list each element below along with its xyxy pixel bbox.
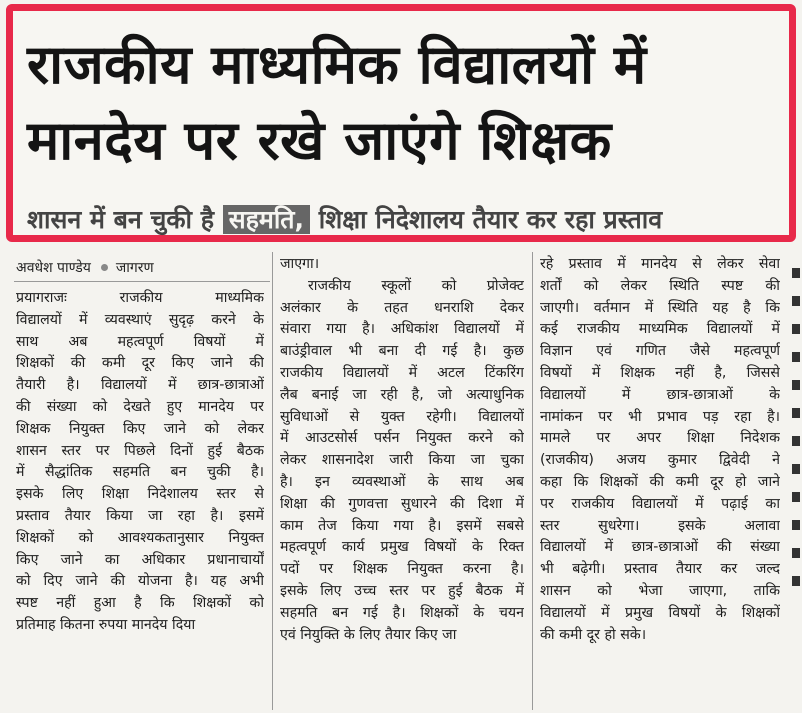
- article-line: की कमी दूर हो सके।: [540, 626, 647, 643]
- column-3: [540, 254, 780, 646]
- column-2: [280, 254, 524, 646]
- headline-line-1: राजकीय माध्यमिक विद्यालयों में: [27, 33, 647, 96]
- article-line: शर्तों को लेकर स्थिति स्पष्ट की: [540, 277, 780, 294]
- byline: [16, 258, 154, 277]
- headline-line-2: मानदेय पर रखे जाएंगे शिक्षक: [27, 109, 612, 172]
- article-line: विद्यालयों में प्रमुख विषयों के शिक्षकों: [540, 604, 780, 621]
- column-divider-1: [272, 252, 273, 710]
- article-line: राजकीय विद्यालयों में अटल टिंकरिंग: [280, 364, 524, 381]
- article-line: विषयों में शिक्षक नहीं है, जिससे: [540, 364, 780, 381]
- article-line: शिक्षक नियुक्त किए जाने को लेकर: [16, 420, 264, 437]
- article-line: (राजकीय) अजय कुमार द्विवेदी ने: [540, 452, 780, 469]
- article-line: है। इन व्यवस्थाओं के साथ अब: [280, 473, 524, 490]
- article-line: की संख्या को देखते हुए मानदेय पर: [16, 398, 264, 415]
- byline-dot: [101, 264, 108, 271]
- article-line: नामांकन पर भी प्रभाव पड़ रहा है।: [540, 408, 780, 425]
- subhead-after: शिक्षा निदेशालय तैयार कर रहा प्रस्ताव: [310, 205, 663, 234]
- article-line: भी बढ़ेगी। प्रस्ताव तैयार कर जल्द: [540, 561, 780, 578]
- article-line: अलंकार के तहत धनराशि देकर: [280, 299, 524, 316]
- article-line: विद्यालयों में छात्र-छात्राओं के: [540, 386, 780, 403]
- subhead-highlight: सहमति,: [223, 205, 310, 234]
- article-line: स्पष्ट नहीं हुआ है कि शिक्षकों को: [16, 595, 264, 612]
- byline-rule: [14, 281, 270, 282]
- subhead-before: शासन में बन चुकी है: [27, 205, 223, 234]
- article-line: इसके लिए उच्च स्तर पर हुई बैठक में: [280, 582, 524, 599]
- byline-author: अवधेश पाण्डेय: [16, 260, 91, 276]
- article-line: में सैद्धांतिक सहमति बन चुकी है।: [16, 464, 264, 481]
- article-line: महत्वपूर्ण कार्य प्रमुख विषयों के रिक्त: [280, 539, 524, 556]
- article-line: पर राजकीय विद्यालयों में पढ़ाई का: [540, 495, 780, 512]
- article-line: शासन को भेजा जाएगा, ताकि: [540, 582, 780, 599]
- article-line: लैब बनाई जा रही है, जो अत्याधुनिक: [280, 386, 524, 403]
- article-line: सहमति बन गई है। शिक्षकों के चयन: [280, 604, 524, 621]
- article-line: प्रस्ताव तैयार किया जा रहा है। इसमें: [16, 507, 264, 524]
- article-line: शिक्षा की गुणवत्ता सुधारने की दिशा में: [280, 495, 524, 512]
- article-line: जाएगी। वर्तमान में स्थिति यह है कि: [540, 299, 780, 316]
- article-line: मामले पर अपर शिक्षा निदेशक: [540, 430, 780, 447]
- article-line: किए जाने का अधिकार प्रधानाचार्यों: [16, 551, 264, 568]
- article-line: कई राजकीय माध्यमिक विद्यालयों में: [540, 321, 780, 338]
- article-line: कहा कि शिक्षकों की कमी दूर हो जाने: [540, 473, 780, 490]
- article-line: जाएगा।: [280, 256, 320, 272]
- article-line: में आउटसोर्स पर्सन नियुक्त करने को: [280, 430, 524, 447]
- headline-box: [6, 4, 796, 242]
- article-line: तैयारी है। विद्यालयों में छात्र-छात्राओं: [16, 377, 264, 394]
- column-1: [16, 288, 264, 637]
- adjacent-column-edge: [790, 250, 802, 710]
- article-line: विद्यालयों में छात्र-छात्राओं की संख्या: [540, 539, 780, 556]
- article-line: पदों पर शिक्षक नियुक्त करना है।: [280, 561, 524, 578]
- article-line: शिक्षकों को आवश्यकतानुसार नियुक्त: [16, 529, 264, 546]
- article-line: को दिए जाने की योजना है। यह अभी: [16, 573, 264, 590]
- subhead: [27, 203, 787, 237]
- article-line: रहे प्रस्ताव में मानदेय से लेकर सेवा: [540, 256, 780, 272]
- article-line: काम तेज किया गया है। इसमें सबसे: [280, 517, 524, 534]
- article-line: शासन स्तर पर पिछले दिनों हुई बैठक: [16, 442, 264, 459]
- article-line: राजकीय स्कूलों को प्रोजेक्ट: [308, 277, 524, 294]
- headline: [27, 27, 787, 179]
- article-line: संवारा गया है। अधिकांश विद्यालयों में: [280, 321, 524, 338]
- byline-source: जागरण: [115, 260, 154, 276]
- article-line: स्तर सुधरेगा। इसके अलावा: [540, 517, 780, 534]
- article-line: लेकर शासनादेश जारी किया जा चुका: [280, 452, 524, 469]
- article-line: विज्ञान एवं गणित जैसे महत्वपूर्ण: [540, 343, 780, 360]
- article-line: बाउंड्रीवाल भी बना दी गई है। कुछ: [280, 343, 524, 360]
- article-line: इसके लिए शिक्षा निदेशालय स्तर से: [16, 486, 264, 503]
- article-line: प्रयागराजः राजकीय माध्यमिक: [16, 290, 264, 306]
- column-divider-2: [532, 252, 533, 710]
- article-line: एवं नियुक्ति के लिए तैयार किए जा: [280, 626, 457, 643]
- article-line: सुविधाओं से युक्त रहेगी। विद्यालयों: [280, 408, 524, 425]
- article-line: शिक्षकों की कमी दूर किए जाने की: [16, 355, 264, 372]
- article-line: विद्यालयों में व्यवस्थाएं सुदृढ़ करने के: [16, 311, 264, 328]
- article-line: प्रतिमाह कितना रुपया मानदेय दिया: [16, 616, 196, 633]
- article-line: साथ अब महत्वपूर्ण विषयों में: [16, 333, 264, 350]
